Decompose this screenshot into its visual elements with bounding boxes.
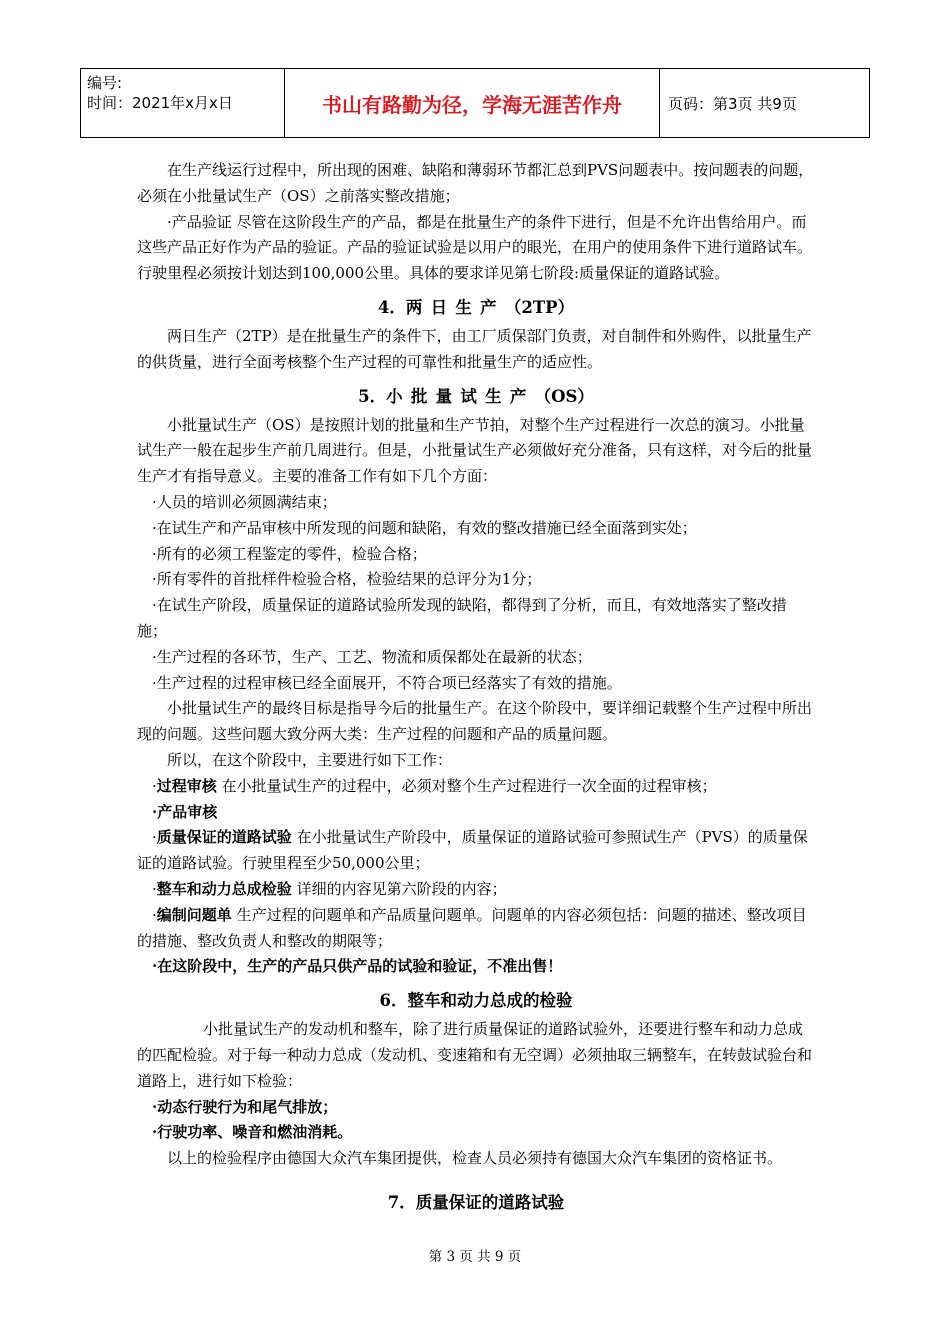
work-item-text: 生产过程的问题单和产品质量问题单。问题单的内容必须包括：问题的描述、整改项目的措施、整改负责人和整改的期限等； [137,905,807,950]
paragraph: 以上的检验程序由德国大众汽车集团提供，检查人员必须持有德国大众汽车集团的资格证书。 [167,1149,783,1168]
bullet: · [152,776,157,795]
check-item: ·动态行驶行为和尾气排放； [152,1097,338,1116]
section-heading-5 [137,383,815,411]
work-item-text: 在小批量试生产的过程中，必须对整个生产过程进行一次全面的过程审核； [216,776,717,795]
work-item-road-test [137,825,815,877]
bullet: · [152,828,157,847]
paragraph: ·产品验证 尽管在这阶段生产的产品，都是在批量生产的条件下进行，但是不允许出售给用户。而这些产品正好作为产品的验证。产品的验证试验是以用户的眼光，在用户的使用条件下进行道路试车。行驶里程必须按计划达到100,000公里。具体的要求详见第七阶段:质量保证的道路试验。 [137,212,813,283]
header-table [80,68,870,138]
section-heading-6: 6．整车和动力总成的检验 [379,991,573,1011]
list-item: ·生产过程的过程审核已经全面展开，不符合项已经落实了有效的措施。 [152,673,622,692]
heading-code: （2TP） [504,297,575,317]
page-footer: 第 3 页 共 9 页 [428,1249,522,1265]
paragraph: 小批量试生产（OS）是按照计划的批量和生产节拍，对整个生产过程进行一次总的演习。小批量试生产一般在起步生产前几周进行。但是，小批量试生产必须做好充分准备，只有这样，对今后的批量生产才有指导意义。主要的准备工作有如下几个方面： [137,415,813,486]
date-label: 时间：2021年x月x日 [87,94,233,112]
list-item: ·所有零件的首批样件检验合格，检验结果的总评分为1分； [152,570,542,589]
heading-code: （OS） [534,386,594,406]
list-item: ·人员的培训必须圆满结束； [152,492,337,511]
paragraph: 所以，在这个阶段中，主要进行如下工作： [167,750,453,769]
work-item-text: 详细的内容见第六阶段的内容； [291,879,507,898]
heading-number: 5． [358,386,387,406]
list-item: ·在试生产阶段，质量保证的道路试验所发现的缺陷，都得到了分析，而且，有效地落实了整改措施； [137,596,787,640]
header-page-label: 页码：第3页 共9页 [668,94,797,113]
work-item-text: 在小批量试生产阶段中，质量保证的道路试验可参照试生产（PVS）的质量保证的道路试验。行驶里程至少50,000公里； [137,828,808,873]
work-item-title: 过程审核 [156,776,217,795]
work-item-no-sale: ·在这阶段中，生产的产品只供产品的试验和验证，不准出售！ [152,957,563,976]
check-item: ·行驶功率、噪音和燃油消耗。 [152,1123,353,1142]
document-body [137,158,815,1219]
spacer [137,1172,815,1182]
header-meta-cell [81,69,285,137]
work-item-title: 整车和动力总成检验 [156,879,292,898]
heading-number: 4． [377,297,406,317]
paragraph: 在生产线运行过程中，所出现的困难、缺陷和薄弱环节都汇总到PVS问题表中。按问题表的问题，必须在小批量试生产（OS）之前落实整改措施； [137,161,814,205]
paragraph: 小批量试生产的发动机和整车，除了进行质量保证的道路试验外，还要进行整车和动力总成的匹配检验。对于每一种动力总成（发动机、变速箱和有无空调）必须抽取三辆整车，在转鼓试验台和道路上，进行如下检验： [137,1020,813,1090]
paragraph: 小批量试生产的最终目标是指导今后的批量生产。在这个阶段中，要详细记载整个生产过程中所出现的问题。这些问题大致分两大类：生产过程的问题和产品的质量问题。 [137,699,813,744]
bullet: · [152,879,157,898]
section-heading-7: 7．质量保证的道路试验 [387,1192,565,1212]
heading-title: 两日生产 [405,297,505,317]
work-item-product-audit: ·产品审核 [152,802,218,821]
work-item-vehicle-check [137,877,815,903]
section-heading-4 [137,294,815,322]
paragraph: 两日生产（2TP）是在批量生产的条件下，由工厂质保部门负责，对自制件和外购件，以批量生产的供货量，进行全面考核整个生产过程的可靠性和批量生产的适应性。 [137,326,812,371]
heading-title: 小批量试生产 [386,386,535,406]
work-item-title: 质量保证的道路试验 [156,828,292,847]
list-item: ·生产过程的各环节，生产、工艺、物流和质保都处在最新的状态； [152,647,592,666]
list-item: ·在试生产和产品审核中所发现的问题和缺陷，有效的整改措施已经全面落到实处； [152,518,697,537]
list-item: ·所有的必须工程鉴定的零件，检验合格； [152,544,427,563]
header-motto: 书山有路勤为径，学海无涯苦作舟 [285,69,660,137]
work-item-issue-list [137,903,815,955]
work-item-process-audit [137,774,815,800]
serial-label: 编号: [87,74,123,92]
work-item-title: 编制问题单 [156,905,232,924]
bullet: · [152,905,157,924]
